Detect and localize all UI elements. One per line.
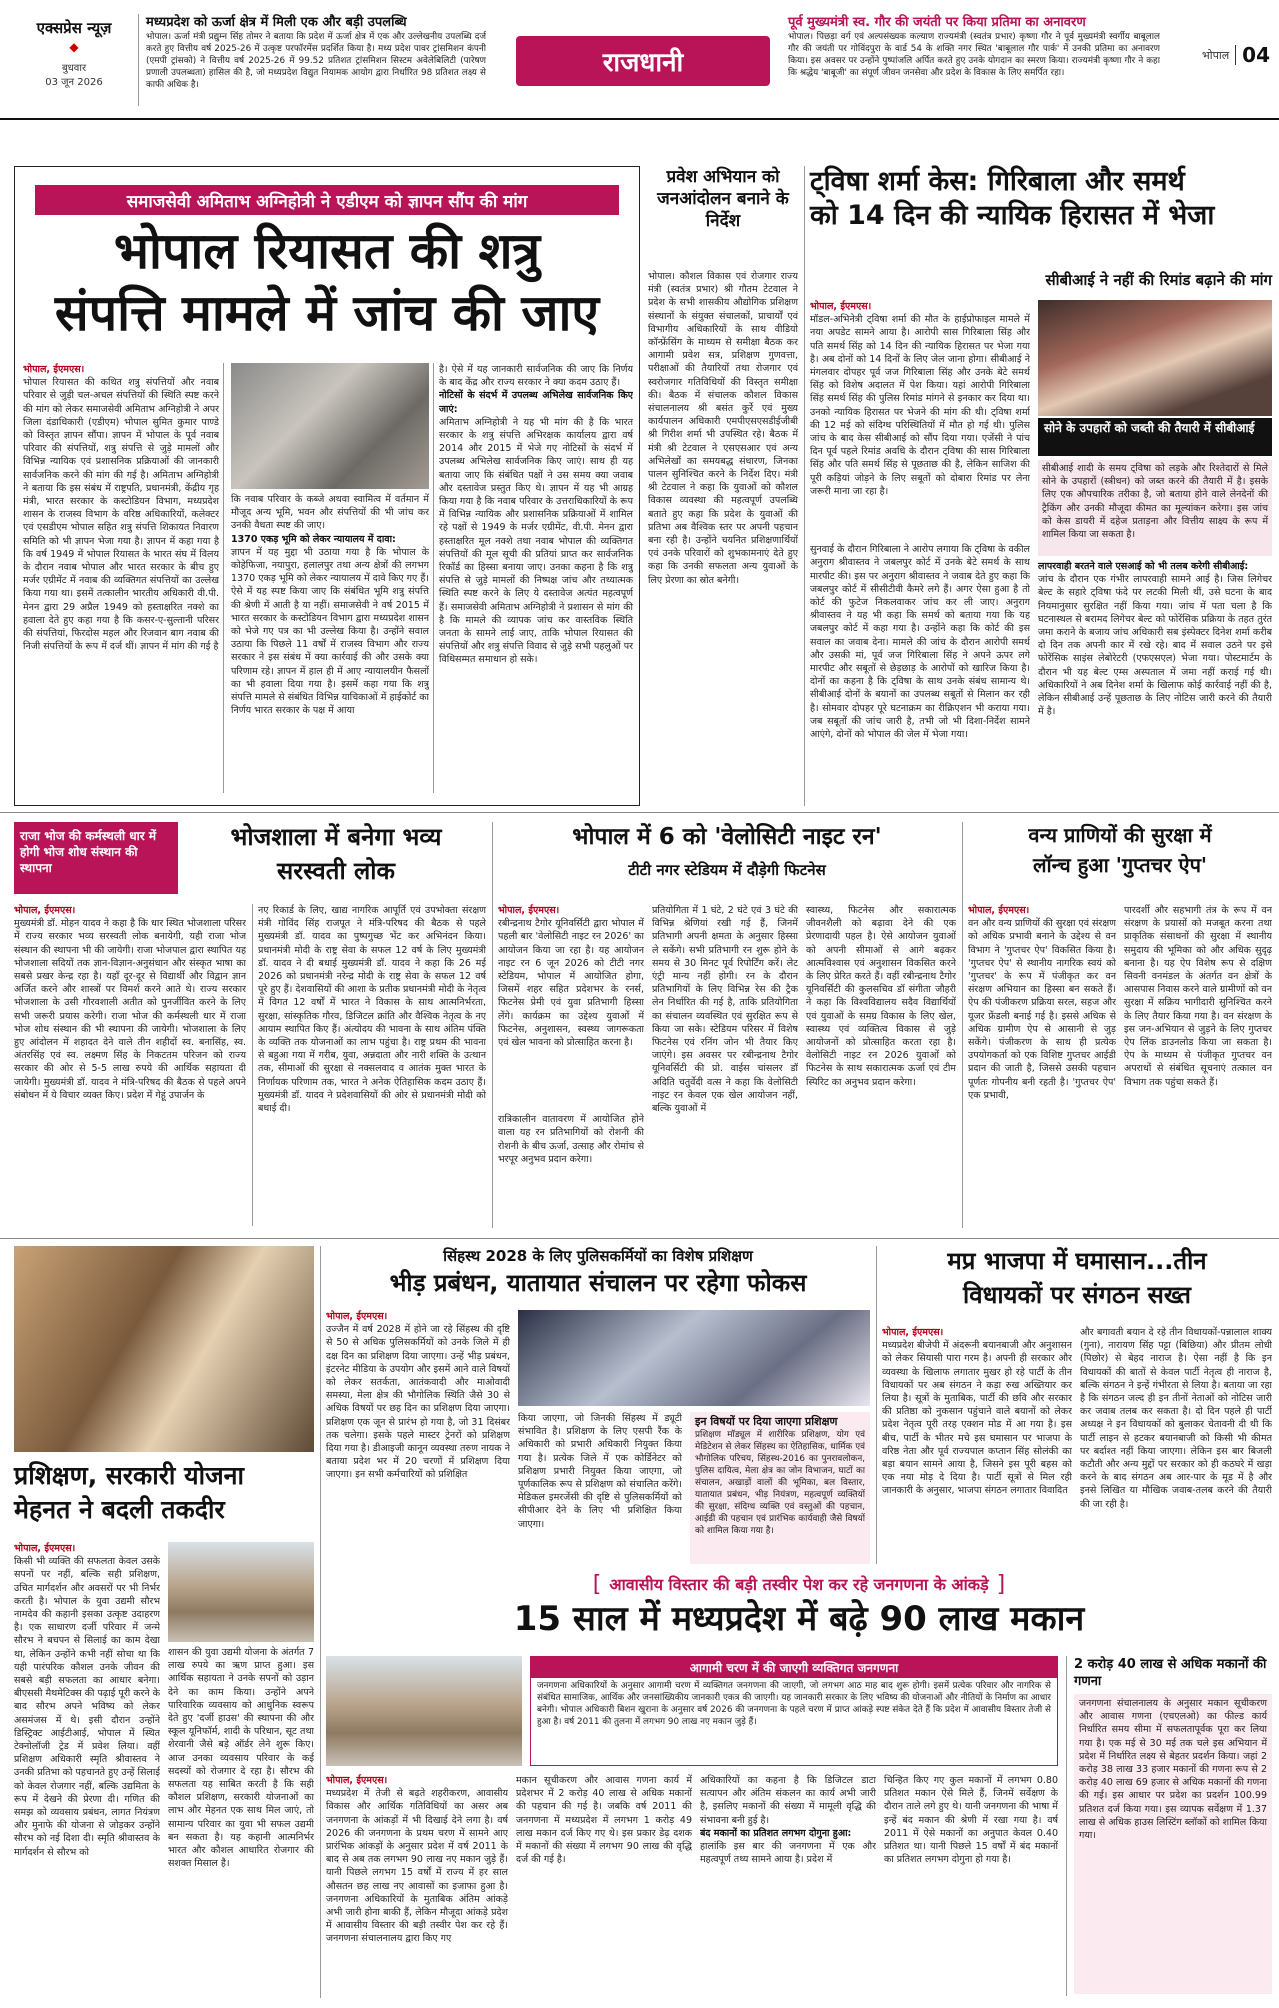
story3-side-sub: लापरवाही बरतने वाले एसआई को भी तलब करेगी सीबीआई: — [1038, 561, 1249, 572]
page-city: भोपाल — [1202, 48, 1230, 62]
bjp-col2: और बगावती बयान दे रहे तीन विधायकों-पन्नालाल शाक्य (गुना), नारायण सिंह पट्टा (बिछिया) और प्रीतम लोधी (पिछोर) से बेहद नाराज है। ऐसा नहीं है कि इन विधायकों की बातों से केवल पार्टी नेतृत्व ही नाराज है, बल्कि संगठन ने इन्हें गंभीरता से लिया है। बताया जा रहा है कि संगठन जल्द ही इन तीनों नेताओं को नोटिस जारी कर जवाब तलब कर सकता है। दो दिन पहले ही पार्टी अध्यक्ष ने इन विधायकों को बुलाकर चेतावनी दी थी कि पार्टी लाइन से हटकर बयानबाजी को किसी भी कीमत पर बर्दाश्त नहीं किया जाएगा। लेकिन इस बार बिजली कटौती और अन्य मुद्दों पर सरकार को ही कठघरे में खड़ा करने के बाद संगठन अब आर-पार के मूड में है और इनसे लिखित या मौखिक जवाब-तलब करने की तैयारी की जा रही है। — [1080, 1327, 1272, 1510]
bhojshala-headline-1: भोजशाला में बनेगा भव्य — [230, 823, 442, 851]
wildlife-col2: पारदर्शी और सहभागी तंत्र के रूप में वन संरक्षण के प्रयासों को मजबूत करना तथा प्राकृतिक संसाधनों की सुरक्षा में स्थानीय समुदाय की भूमिका को और अधिक सुदृढ़ बनाना है। यह ऐप विशेष रूप से दक्षिण सिवनी वनमंडल के अंतर्गत वन क्षेत्रों के आसपास निवास करने वाले ग्रामीणों को वन सुरक्षा में सक्रिय भागीदारी सुनिश्चित करने के लिए तैयार किया गया है। वन संरक्षण के इस जन-अभियान से जुड़ने के लिए गुप्तचर ऐप लिंक डाउनलोड किया जा सकता है। ऐप के माध्यम से पंजीकृत गुप्तचर वन अपराधों से संबंधित सूचनाएं तत्काल वन विभाग तक पहुंचा सकते हैं। — [1124, 905, 1272, 1088]
simhastha-col2: किया जाएगा, जो जिनकी सिंहस्थ में ड्यूटी संभावित है। प्रशिक्षण के लिए एसपी रैंक के अधिकारी को प्रभारी अधिकारी नियुक्त किया गया है। प्रत्येक जिले में एक कोर्डिनेटर को प्रशिक्षण प्रभारी नियुक्त किया जाएगा, जो पूर्णकालिक रूप से प्रशिक्षण को संचालित करेंगे। मेडिकल इमरजेंसी की दृष्टि से पुलिसकर्मियों को सीपीआर देने के लिए भी प्रशिक्षित किया जाएगा। — [518, 1413, 682, 1530]
simhastha-dateline: भोपाल, ईएमएस। — [326, 1311, 388, 1322]
story-census — [326, 1570, 1272, 2000]
census-headline: 15 साल में मध्यप्रदेश में बढ़े 90 लाख मकान — [513, 1599, 1085, 1639]
story-wildlife — [968, 822, 1272, 1234]
bjp-dateline: भोपाल, ईएमएस। — [882, 1327, 944, 1338]
velocity-col1b: रात्रिकालीन वातावरण में आयोजित होने वाला यह रन प्रतिभागियों को रोशनी की रोशनी के बीच ऊर्जा, उत्साह और रोमांच से भरपूर अनुभव प्रदान करेगा। — [498, 1114, 644, 1165]
training-headline-2: मेहनत ने बदली तकदीर — [14, 1495, 225, 1524]
story1-col2-sub: 1370 एकड़ भूमि को लेकर न्यायालय में दावा: — [231, 533, 396, 545]
census-col1: मध्यप्रदेश में तेजी से बढ़ते शहरीकरण, आवासीय विकास और आर्थिक गतिविधियों का असर अब जनगणना के आंकड़ों में भी दिखाई देने लगा है। वर्ष 2026 की जनगणना के प्रथम चरण में सामने आए प्रारंभिक आंकड़ों के अनुसार प्रदेश में वर्ष 2011 के बाद से अब तक लगभग 90 लाख नए मकान जुड़े हैं। यानी पिछले लगभग 15 वर्षों में राज्य में हर साल औसतन छह लाख नए आवासों का इजाफा हुआ है। जनगणना अधिकारियों के मुताबिक अंतिम आंकड़े अभी जारी होना बाकी हैं, लेकिन मौजूदा आंकड़े प्रदेश में आवासीय विस्तार की बड़ी तस्वीर पेश कर रहे हैं। जनगणना संचालनालय द्वारा किए गए — [326, 1788, 508, 1945]
diamond-icon: ◆ — [69, 40, 79, 54]
census-kicker: [ आवासीय विस्तार की बड़ी तस्वीर पेश कर रहे जनगणना के आंकड़े ] — [592, 1571, 1006, 1597]
section-label: राजधानी — [602, 48, 684, 78]
velocity-subhead: टीटी नगर स्टेडियम में दौड़ेगी फिटनेस — [628, 861, 826, 879]
story1-col3-sub: नोटिसों के संदर्भ में उपलब्ध अभिलेख सार्वजनिक किए जाएं: — [439, 390, 633, 415]
top-left-text: भोपाल। ऊर्जा मंत्री प्रद्युम्न सिंह तोमर ने बताया कि प्रदेश में ऊर्जा क्षेत्र में एक और उल्लेखनीय उपलब्धि दर्ज करते हुए वित्तीय वर्ष 2025-26 में उत्कृष्ट परफॉरमेंस प्रदर्शित किया है। मध्य प्रदेश पावर ट्रांसमिशन कंपनी (एमपी ट्रांसको) ने वित्तीय वर्ष 2025-26 में 99.52 प्रतिशत ट्रांसमिशन सिस्टम अवेलेबिलिटी (पारेषण प्रणाली उपलब्धता) हासिल की है, जो मध्यप्रदेश विद्युत नियामक आयोग द्वारा निर्धारित 98 प्रतिशत लक्ष्य से काफी अधिक है। — [146, 32, 486, 90]
story1-col3b: अमिताभ अग्निहोत्री ने यह भी मांग की है कि भारत सरकार के शत्रु संपत्ति अभिरक्षक कार्यालय द्वारा वर्ष 2014 और 2015 में भेजे गए नोटिसों के संदर्भ में उपलब्ध अभिलेख सार्वजनिक किए जाएं। साथ ही यह बताया जाए कि संबंधित पक्षों ने उस समय क्या जवाब और दस्तावेज प्रस्तुत किए थे। ज्ञापन में यह भी आग्रह किया गया है कि नवाब परिवार के उत्तराधिकारियों के रूप में विभिन्न न्यायिक और प्रशासनिक प्रक्रियाओं में शामिल रहे पक्षों से 1949 के मर्जर एग्रीमेंट, वी.पी. मेनन द्वारा हस्ताक्षरित मूल नक्शे तथा नवाब भोपाल की व्यक्तिगत संपत्तियों की मूल सूची की प्रतियां प्राप्त कर सार्वजनिक रिकॉर्ड का हिस्सा बनाया जाए। उनका कहना है कि शत्रु संपत्ति से जुड़े मामलों की निष्पक्ष जांच और तथ्यात्मक स्थिति स्पष्ट करने के लिए ये दस्तावेज अत्यंत महत्वपूर्ण हैं। समाजसेवी अमिताभ अग्निहोत्री ने प्रशासन से मांग की है कि मामले की व्यापक जांच कर वास्तविक स्थिति जनता के सामने लाई जाए, ताकि भोपाल रियासत की संपत्तियों और शत्रु संपत्ति विवाद से जुड़े सभी पहलुओं पर विधिसम्मत समाधान हो सके। — [439, 416, 633, 666]
story1-col1: भोपाल रियासत की कथित शत्रु संपत्तियों और नवाब परिवार से जुड़ी चल-अचल संपत्तियों की स्थिति स्पष्ट करने की मांग को लेकर समाजसेवी अमिताभ अग्निहोत्री ने अपर जिला दंडाधिकारी (एडीएम) भोपाल सुमित कुमार पाण्डे को विस्तृत ज्ञापन सौंपा। ज्ञापन में भोपाल के पूर्व नवाब परिवार की संपत्तियों, शत्रु संपत्ति से जुड़े मामलों और विभिन्न न्यायिक एवं प्रशासनिक प्रक्रियाओं की जानकारी सार्वजनिक करने की मांग की गई है। अमिताभ अग्निहोत्री ने बताया कि इस संबंध में राष्ट्रपति, प्रधानमंत्री, केंद्रीय गृह मंत्री, भारत सरकार के कस्टोडियन विभाग, मध्यप्रदेश शासन के राजस्व विभाग के वरिष्ठ अधिकारियों, कलेक्टर एवं एसडीएम भोपाल सहित शत्रु संपत्ति शिकायत निवारण समिति को भी ज्ञापन भेजा गया है। ज्ञापन में कहा गया है कि वर्ष 1949 में भोपाल रियासत के भारत संघ में विलय के दौरान नवाब भोपाल और भारत सरकार के बीच हुए मर्जर एग्रीमेंट में नवाब की व्यक्तिगत संपत्तियों का उल्लेख किया गया था। इसमें तत्कालीन भारतीय अधिकारी वी.पी. मेनन द्वारा 29 अप्रैल 1949 को हस्ताक्षरित नक्शे का हवाला देते हुए कहा गया है कि कसर-ए-सुल्तानी परिसर की संपत्तियां, फिरदोस महल और रिजवान बाग नवाब की निजी संपत्तियों के रूप में दर्ज थीं। ज्ञापन में मांग की गई है — [23, 377, 219, 653]
story2-text: भोपाल। कौशल विकास एवं रोजगार राज्य मंत्री (स्वतंत्र प्रभार) श्री गौतम टेटवाल ने प्रदेश के सभी शासकीय औद्योगिक प्रशिक्षण संस्थानों के संयुक्त संचालकों, प्राचार्यों एवं विभागीय अधिकारियों के साथ वीडियो कॉन्फ्रेंसिंग के माध्यम से समीक्षा बैठक कर आगामी प्रवेश सत्र, प्रशिक्षण गुणवत्ता, परीक्षाओं की तैयारियों तथा रोजगार एवं स्वरोजगार गतिविधियों की विस्तृत समीक्षा की। बैठक में संचालक कौशल विकास संचालनालय श्री बसंत कुर्रे एवं मुख्य कार्यपालन अधिकारी एमपीएसएसडीईजीबी श्री गिरीश शर्मा भी उपस्थित रहे। बैठक में मंत्री श्री टेटवाल ने एसएसआर एवं अन्य अभिलेखों का समयबद्ध संधारण, जिनका पालन सुनिश्चित करने के निर्देश दिए। मंत्री श्री टेटवाल ने कहा कि युवाओं को कौशल विकास व्यवस्था की महत्वपूर्ण उपलब्धि बताते हुए कहा कि प्रदेश के युवाओं की प्रतिभा अब वैश्विक स्तर पर अपनी पहचान बना रही है। उन्होंने चयनित प्रशिक्षणार्थियों एवं उनके परिवारों को शुभकामनाएं देते हुए कहा कि उनकी सफलता अन्य युवाओं के लिए प्रेरणा का स्रोत बनेगी। — [648, 271, 798, 586]
masthead-date: 03 जून 2026 — [45, 77, 103, 88]
page-info — [1170, 40, 1270, 70]
story1-col3: है। ऐसे में यह जानकारी सार्वजनिक की जाए कि निर्णय के बाद केंद्र और राज्य सरकार ने क्या कदम उठाए हैं। — [439, 364, 633, 389]
velocity-col1: रबीन्द्रनाथ टैगोर यूनिवर्सिटी द्वारा भोपाल में पहली बार 'वेलोसिटी नाइट रन 2026' का आयोजन किया जा रहा है। यह आयोजन नाइट रन 6 जून 2026 को टीटी नगर स्टेडियम, भोपाल में आयोजित होगा, जिसमें शहर सहित प्रदेशभर के रनर्स, फिटनेस प्रेमी एवं युवा प्रतिभागी हिस्सा लेंगे। कार्यक्रम का उद्देश्य युवाओं में फिटनेस, अनुशासन, स्वस्थ्य जागरूकता एवं खेल भावना को प्रोत्साहित करना है। — [498, 918, 644, 1049]
wildlife-headline-1: वन्य प्राणियों की सुरक्षा में — [1028, 823, 1212, 847]
census-photo — [326, 1656, 522, 1766]
story-pravesh-abhiyan — [648, 166, 798, 806]
census-side-title: 2 करोड़ 40 लाख से अधिक मकानों की गणना — [1074, 1657, 1267, 1689]
story3-headline-2: को 14 दिन की न्यायिक हिरासत में भेजा — [810, 200, 1215, 231]
story3-side-text2: जांच के दौरान एक गंभीर लापरवाही सामने आई है। जिस लिगेचर बेल्ट के सहारे ट्विषा फंदे पर लटकी मिली थीं, उसे घटना के बाद नियमानुसार सुरक्षित नहीं किया गया। जांच में पता चला है कि घटनास्थल से बरामद लिगेचर बेल्ट को फोरेंसिक प्रक्रिया के तहत तुरंत जमा कराने के बजाय जांच अधिकारी सब इंस्पेक्टर दिनेश शर्मा करीब दो दिन तक अपनी कार में रखे रहे। बाद में सवाल उठने पर इसे फोरेंसिक साइंस लेबोरेटरी (एफएसएल) भेजा गया। पोस्टमार्टम के दौरान भी यह बेल्ट एम्स अस्पताल में जमा नहीं कराई गई थी। अधिकारियों ने अब दिनेश शर्मा के खिलाफ कोई कार्रवाई नहीं की है, लेकिन सीबीआई उन्हें पूछताछ के लिए नोटिस जारी करने की तैयारी में है। — [1038, 574, 1272, 718]
bjp-headline-2: विधायकों पर संगठन सख्त — [963, 1281, 1191, 1309]
training-headline-1: प्रशिक्षण, सरकारी योजना — [14, 1461, 244, 1490]
story3-headline-1: ट्विषा शर्मा केस: गिरिबाला और समर्थ — [810, 166, 1185, 197]
masthead-rule — [0, 118, 1279, 120]
census-col3b: हालांकि इस बार की जनगणना में एक और महत्वपूर्ण तथ्य सामने आया है। प्रदेश में — [700, 1841, 876, 1866]
section-badge — [516, 36, 770, 86]
story1-photo — [231, 363, 429, 489]
top-right-text: भोपाल। पिछड़ा वर्ग एवं अल्पसंख्यक कल्याण राज्यमंत्री (स्वतंत्र प्रभार) कृष्णा गौर ने पूर्व मुख्यमंत्री स्वर्गीय बाबूलाल गौर की जयंती पर गोविंदपुरा के वार्ड 54 के शक्ति नगर स्थित 'बाबूलाल गौर पार्क' में उनकी प्रतिमा का अनावरण किया। इस अवसर पर उन्होंने पुष्पांजलि अर्पित करते हुए उनके योगदान का स्मरण किया। राज्यमंत्री कृष्णा गौर ने कहा कि श्रद्धेय 'बाबूजी' का संपूर्ण जीवन जनसेवा और प्रदेश के विकास के लिए समर्पित रहा। — [788, 32, 1160, 78]
story1-kicker: समाजसेवी अमिताभ अग्निहोत्री ने एडीएम को ज्ञापन सौंप की मांग — [35, 185, 619, 215]
story-simhastha — [326, 1246, 870, 1564]
story-shatru-sampatti — [14, 166, 640, 806]
story-velocity — [498, 822, 956, 1234]
story2-headline: प्रवेश अभियान को जनआंदोलन बनाने के निर्देश — [657, 167, 789, 231]
masthead-day: बुधवार — [61, 63, 87, 74]
top-left-brief — [146, 14, 486, 108]
rule-2 — [0, 812, 1279, 813]
bhojshala-headline-2: सरस्वती लोक — [277, 857, 395, 885]
simhastha-headline: भीड़ प्रबंधन, यातायात संचालन पर रहेगा फोकस — [389, 1269, 807, 1297]
bjp-headline-1: मप्र भाजपा में घमासान...तीन — [947, 1247, 1207, 1275]
story3-side-caption: सोने के उपहारों को जब्ती की तैयारी में सीबीआई — [1038, 418, 1272, 456]
masthead-logo: एक्सप्रेस न्यूज़ — [36, 19, 112, 37]
simhastha-box-text: प्रशिक्षण मॉड्यूल में शारीरिक प्रशिक्षण, योग एवं मेडिटेशन से लेकर सिंहस्थ का ऐतिहासिक, धार्मिक एवं भौगोलिक परिचय, सिंहस्थ-2016 का पुनरावलोकन, पुलिस दायित्व, मेला क्षेत्र का जोन विभाजन, घाटों का संचालन, अखाड़ों वालों की भूमिका, बल विस्तार, यातायात प्रबंधन, भीड़ नियंत्रण, महत्वपूर्ण व्यक्तियों की सुरक्षा, संदिग्ध व्यक्ति एवं वस्तुओं की पहचान, आईडी की पहचान एवं प्रारंभिक कार्यवाही जैसे विषयों को शामिल किया गया है। — [695, 1430, 865, 1536]
training-photo — [14, 1246, 314, 1452]
story3-side-text1: सीबीआई शादी के समय ट्विषा को लड़के और रिश्तेदारों से मिले सोने के उपहारों (स्त्रीधन) को जब्त करने की तैयारी में है। इसके लिए एक औपचारिक तरीका है, जो बताया होने वाले लेनदेनों की ट्रैकिंग और उनकी मौजूदा कीमत का मूल्यांकन करेगा। इस जांच को केस डायरी में दहेज प्रताड़ना और वित्तीय साक्ष्य के रूप में शामिल किया जा सकता है। — [1038, 460, 1272, 556]
census-box-text: जनगणना अधिकारियों के अनुसार आगामी चरण में व्यक्तिगत जनगणना की जाएगी, जो लगभग आठ माह बाद शुरू होगी। इसमें प्रत्येक परिवार और नागरिक से संबंधित सामाजिक, आर्थिक और जनसांख्यिकीय जानकारी एकत्र की जाएगी। यह जानकारी सरकार के लिए भविष्य की योजनाओं और नीतियों के निर्माण का आधार बनेगी। भोपाल अधिकारी बिशन खुराना के अनुसार वर्ष 2026 की जनगणना के पहले चरण में प्राप्त आंकड़े स्पष्ट संकेत देते हैं कि प्रदेश में आवासीय विस्तार तेजी से हुआ है। वर्ष 2011 की तुलना में लगभग 90 लाख नए मकान जुड़े हैं। — [537, 1681, 1051, 1727]
top-right-title: पूर्व मुख्यमंत्री स्व. गौर की जयंती पर किया प्रतिमा का अनावरण — [788, 15, 1086, 30]
census-col3: अधिकारियों का कहना है कि डिजिटल डाटा सत्यापन और अंतिम संकलन का कार्य अभी जारी है, इसलिए मकानों की संख्या में मामूली वृद्धि की संभावना बनी हुई है। — [700, 1775, 876, 1826]
velocity-col2: प्रतियोगिता में 1 घंटे, 2 घंटे एवं 3 घंटे की विभिन्न श्रेणियां रखी गई हैं, जिनमें प्रतिभागी अपनी क्षमता के अनुसार हिस्सा ले सकेंगे। सभी प्रतिभागी रन शुरू होने के समय से 30 मिनट पूर्व रिपोर्टिंग करें। लेट एंट्री मान्य नहीं होगी। रन के दौरान प्रतिभागियों के लिए विभिन्न रेस की ट्रैक लेन निर्धारित की गई है, ताकि प्रतियोगिता का संचालन व्यवस्थित एवं सुरक्षित रूप से किया जा सके। स्टेडियम परिसर में विशेष फिटनेस एवं रनिंग जोन भी तैयार किए जाएंगे। इस अवसर पर रबीन्द्रनाथ टैगोर यूनिवर्सिटी की प्रो. वाईस चांसलर डॉ अदिति चतुर्वेदी वत्स ने कहा कि वेलोसिटी नाइट रन केवल एक खेल आयोजन नहीं, बल्कि युवाओं में — [652, 905, 798, 1115]
census-kicker-text: आवासीय विस्तार की बड़ी तस्वीर पेश कर रहे जनगणना के आंकड़े — [609, 1575, 989, 1594]
story-bjp — [882, 1246, 1272, 1564]
velocity-headline: भोपाल में 6 को 'वेलोसिटी नाइट रन' — [572, 824, 882, 850]
bhojshala-col2: नए रिकार्ड के लिए, खाद्य नागरिक आपूर्ति एवं उपभोक्ता संरक्षण मंत्री गोविंद सिंह राजपूत ने मंत्रि-परिषद की बैठक से पहले मुख्यमंत्री डॉ. यादव का पुष्पगुच्छ भेंट कर अभिनंदन किया। प्रधानमंत्री मोदी के राष्ट्र सेवा के सफल 12 वर्ष के लिए मुख्यमंत्री डॉ. यादव ने दी बधाई मुख्यमंत्री डॉ. यादव ने कहा कि 26 मई 2026 को प्रधानमंत्री नरेन्द्र मोदी के राष्ट्र सेवा के सफल 12 वर्ष पूरे हुए हैं। देशवासियों की आशा के प्रतीक प्रधानमंत्री मोदी के नेतृत्व में विगत 12 वर्षों में भारत ने विकास के साथ आत्मनिर्भरता, सुरक्षा, सांस्कृतिक गौरव, डिजिटल क्रांति और वैश्विक नेतृत्व के नए आयाम स्थापित किए हैं। अंत्योदय की भावना के साथ अंतिम पंक्ति के व्यक्ति तक योजनाओं का लाभ पहुंचा है। राष्ट्र प्रथम की भावना से बहुआ गया में गरीब, युवा, अन्नदाता और नारी शक्ति के उत्थान तक, सीमाओं की सुरक्षा से नक्सलवाद व आतंक मुक्त भारत के निर्णायक परिणाम तक, भारत ने अनेक ऐतिहासिक कदम उठाए हैं। मुख्यमंत्री डॉ. यादव ने प्रदेशवासियों की ओर से प्रधानमंत्री मोदी को बधाई दी। — [258, 905, 486, 1115]
velocity-dateline: भोपाल, ईएमएस। — [498, 905, 560, 916]
simhastha-box-title: इन विषयों पर दिया जाएगा प्रशिक्षण — [695, 1415, 838, 1428]
top-right-brief — [788, 14, 1160, 108]
training-dateline: भोपाल, ईएमएस। — [14, 1543, 76, 1554]
page-number: 04 — [1242, 43, 1270, 67]
census-dateline: भोपाल, ईएमएस। — [326, 1775, 388, 1786]
story3-subhead: सीबीआई ने नहीं की रिमांड बढ़ाने की मांग — [1045, 271, 1272, 289]
story1-col2: कि नवाब परिवार के कब्जे अथवा स्वामित्व में वर्तमान में मौजूद अन्य भूमि, भवन और संपत्तियों की भी जांच कर उनकी वैधता स्पष्ट की जाए। — [231, 494, 429, 532]
census-side-text: जनगणना संचालनालय के अनुसार मकान सूचीकरण और आवास गणना (एचएलओ) का फील्ड कार्य निर्धारित समय सीमा में सफलतापूर्वक पूरा कर लिया गया है। एक मई से 30 मई तक चले इस अभियान में प्रदेश में निर्धारित लक्ष्य से बेहतर प्रदर्शन किया। जहां 2 करोड़ 38 लाख 33 हजार मकानों की गणना रूप से 2 करोड़ 40 लाख 69 हजार से अधिक मकानों की गणना की गई। इस आधार पर प्रदेश का प्रदर्शन 100.99 प्रतिशत दर्ज किया गया। इस व्यापक सर्वेक्षण में 1.37 लाख से अधिक हाउस लिस्टिंग ब्लॉकों को शामिल किया गया। — [1074, 1694, 1272, 1994]
simhastha-col1: उज्जैन में वर्ष 2028 में होने जा रहे सिंहस्थ की दृष्टि से 50 से अधिक पुलिसकर्मियों को उनके जिले में ही दक्ष दिन का प्रशिक्षण दिया जाएगा। उन्हें भीड़ प्रबंधन, इंटरनेट मीडिया के उपयोग और इसमें आने वाले विषयों को लेकर सतर्कता, आतंकवादी और माओवादी समस्या, मेला क्षेत्र की भौगोलिक स्थिति जैसे 30 से अधिक विषयों पर छह दिन का प्रशिक्षण दिया जाएगा। प्रशिक्षण एक जून से प्रारंभ हो गया है, जो 31 दिसंबर तक चलेगा। इसके पहले मास्टर ट्रेनरों को प्रशिक्षण दिया गया है। डीआइजी कानून व्यवस्था तरुण नायक ने बताया प्रदेश भर में 20 चरणों में प्रशिक्षण दिया जाएगा। इन सभी कर्मचारियों को प्रशिक्षित — [326, 1324, 510, 1481]
bhojshala-dateline: भोपाल, ईएमएस। — [14, 905, 76, 916]
census-col4: चिन्हित किए गए कुल मकानों में लगभग 0.80 प्रतिशत मकान ऐसे मिले हैं, जिनमें सर्वेक्षण के दौरान ताले लगे हुए थे। यानी जनगणना की भाषा में इन्हें बंद मकान की श्रेणी में रखा गया है। वर्ष 2011 में ऐसे मकानों का अनुपात केवल 0.40 प्रतिशत था। यानी पिछले 15 वर्षों में बंद मकानों का प्रतिशत लगभग दोगुना हो गया है। — [884, 1775, 1058, 1866]
wildlife-headline-2: लॉन्च हुआ 'गुप्तचर ऐप' — [1032, 853, 1208, 877]
story3-dateline: भोपाल, ईएमएस। — [810, 301, 872, 312]
training-col2: शासन की युवा उद्यमी योजना के अंतर्गत 7 लाख रुपये का ऋण प्राप्त हुआ। इस आर्थिक सहायता ने उनके सपनों को उड़ान देने का काम किया। उन्होंने अपने पारिवारिक व्यवसाय को आधुनिक स्वरूप देते हुए 'दर्जी हाउस' की स्थापना की और स्कूल यूनिफॉर्म, शादी के परिधान, सूट तथा शेरवानी जैसे बड़े ऑर्डर लेने शुरू किए। आज उनका व्यवसाय परिवार के कई सदस्यों को रोजगार दे रहा है। सौरभ की सफलता यह साबित करती है कि सही कौशल प्रशिक्षण, सरकारी योजनाओं का लाभ और मेहनत एक साथ मिल जाएं, तो सामान्य परिवार का युवा भी सफल उद्यमी बन सकता है। यह कहानी आत्मनिर्भर भारत और कौशल आधारित रोजगार की सशक्त मिसाल है। — [168, 1647, 314, 1870]
bjp-col1: मध्यप्रदेश बीजेपी में अंदरूनी बयानबाजी और अनुशासन को लेकर सियासी पारा गरम है। अपनी ही सरकार और व्यवस्था के खिलाफ लगातार मुखर हो रहे पार्टी के तीन विधायकों पर अब संगठन ने कड़ा रुख अख्तियार कर लिया है। सूत्रों के मुताबिक, पार्टी की छवि और सरकार की प्रतिष्ठा को नुकसान पहुंचाने वाले बयानों को लेकर प्रदेश नेतृत्व पूरी तरह एक्शन मोड में आ गया है। इस बीच, पार्टी के भीतर मचे इस घमासान पर भाजपा के वरिष्ठ नेता और पूर्व राज्यपाल कप्तान सिंह सोलंकी का बड़ा बयान सामने आया है, जिसने इस पूरी बहस को एक नया मोड़ दे दिया है। पार्टी सूत्रों से मिल रही जानकारी के अनुसार, भाजपा संगठन लगातार विवादित — [882, 1340, 1072, 1497]
velocity-col3: स्वास्थ्य, फिटनेस और सकारात्मक जीवनशैली को बढ़ावा देने की एक प्रेरणादायी पहल है। ऐसे आयोजन युवाओं को अपनी सीमाओं से आगे बढ़कर आत्मविश्वास एवं अनुशासन विकसित करने के लिए प्रेरित करते हैं। वहीं रबीन्द्रनाथ टैगोर यूनिवर्सिटी की कुलसचिव डॉ संगीता जौहरी ने कहा कि विश्वविद्यालय सदैव विद्यार्थियों एवं युवाओं के समग्र विकास के लिए खेल, स्वास्थ्य एवं व्यक्तित्व विकास से जुड़े आयोजनों को प्रोत्साहित करता रहा है। वेलोसिटी नाइट रन 2026 युवाओं को फिटनेस के साथ सकारात्मक ऊर्जा एवं टीम स्पिरिट का अनुभव प्रदान करेगा। — [806, 905, 956, 1088]
masthead — [0, 0, 1279, 118]
top-left-title: मध्यप्रदेश को ऊर्जा क्षेत्र में मिली एक और बड़ी उपलब्धि — [146, 15, 407, 30]
story3-photo — [1038, 300, 1272, 416]
story1-headline-2: संपत्ति मामले में जांच की जाए — [54, 284, 600, 342]
story3-cont: सुनवाई के दौरान गिरिबाला ने आरोप लगाया कि ट्विषा के वकील अनुराग श्रीवास्तव ने जबलपुर कोर्ट में उनके बेटे समर्थ के साथ मारपीट की। इस पर अनुराग श्रीवास्तव ने जवाब देते हुए कहा कि जबलपुर कोर्ट में सीसीटीवी कैमरे लगे हैं। अगर ऐसा हुआ है तो कोर्ट की फुटेज निकलवाकर जांच कर ली जाए। अनुराग श्रीवास्तव ने यह भी कहा कि समर्थ को बताया गया कि यह जबलपुर कोर्ट में कहा गया है। उन्होंने कहा कि कोर्ट की इस सवाल का जवाब देना। मामले की जांच के दौरान आरोपी समर्थ और उसकी मां, पूर्व जज गिरिबाला सिंह ने अपने ऊपर लगे मारपीट और सबूतों से छेड़छाड़ के आरोपों को खारिज किया है। दोनों का कहना है कि ट्विषा के साथ उनके संबंध सामान्य थे। सीबीआई दोनों के बयानों का उपलब्ध सबूतों से मिलान कर रही है। सोमवार दोपहर पूरे घटनाक्रम का रीक्रिएशन भी कराया गया। जब सबूतों की जांच जारी है, तभी जो भी दिशा-निर्देश सामने आएंगे, दोनों को भोपाल की जेल में भेजा गया। — [810, 544, 1030, 741]
census-col3-sub: बंद मकानों का प्रतिशत लगभग दोगुना हुआ: — [700, 1827, 852, 1839]
story-bhojshala — [14, 822, 486, 1234]
story-training — [14, 1246, 314, 1998]
story1-dateline: भोपाल, ईएमएस। — [23, 364, 85, 375]
rule-3 — [0, 1238, 1279, 1239]
training-col1: किसी भी व्यक्ति की सफलता केवल उसके सपनों पर नहीं, बल्कि सही प्रशिक्षण, उचित मार्गदर्शन और अवसरों पर भी निर्भर करती है। भोपाल के युवा उद्यमी सौरभ नामदेव की कहानी इसका उत्कृष्ट उदाहरण है। एक साधारण दर्जी परिवार में जन्मे सौरभ ने बचपन से सिलाई का काम देखा था, लेकिन उन्होंने कभी नहीं सोचा था कि यही पारंपरिक कौशल उनके जीवन की सबसे बड़ी सफलता का आधार बनेगा। बीएससी मैथमेटिक्स की पढ़ाई पूरी करने के बाद सौरभ अपने भविष्य को लेकर असमंजस में थे। इसी दौरान उन्होंने डिस्ट्रिक्ट आईटीआई, भोपाल में स्थित टेक्नोलॉजी ट्रेड में प्रवेश लिया। वहीं प्रशिक्षण अधिकारी स्मृति श्रीवास्तव ने उनकी प्रतिभा को पहचानते हुए उन्हें सिलाई को केवल रोजगार नहीं, बल्कि उद्यमिता के रूप में देखने की प्रेरणा दी। गणित की समझ को व्यवसाय प्रबंधन, लागत नियंत्रण और मुनाफे की योजना से जोड़कर उन्होंने सौरभ को नई दिशा दी। स्मृति श्रीवास्तव के मार्गदर्शन से सौरभ को — [14, 1556, 160, 1858]
bhojshala-label: राजा भोज की कर्मस्थली धार में होगी भोज शोध संस्थान की स्थापना — [14, 822, 178, 894]
simhastha-photo — [518, 1310, 870, 1406]
census-box — [530, 1656, 1058, 1766]
wildlife-dateline: भोपाल, ईएमएस। — [968, 905, 1030, 916]
bhojshala-col1: मुख्यमंत्री डॉ. मोहन यादव ने कहा है कि धार स्थित भोजशाला परिसर में राज्य सरकार भव्य सरस्वती लोक बनायेगी, यही राजा भोज संस्थान की स्थापना भी की जायेगी। राजा भोजपाल द्वारा स्थापित यह भोजशाला सदियों तक ज्ञान-विज्ञान-अनुसंधान और संस्कृत भाषा का सबसे प्रखर केन्द्र रहा है। यहाँ दूर-दूर से विद्यार्थी और विद्वान ज्ञान अर्जित करने और शास्त्रों पर विमर्श करने आते थे। राज्य सरकार भोजशाला के उसी गौरवशाली अतीत को पुनर्जीवित करने के लिए सभी जरूरी प्रयास करेगी। राजा भोज की कर्मस्थली धार में राजा भोज शोध संस्थान की भी स्थापना की जायेगी। भोजशाला के लिए हुए आंदोलन में शहादत देने वाले तीन शहीदों स्व. बनासिंह, स्व. अंतरसिंह एवं स्व. लक्ष्मण सिंह के निकटतम परिजन को राज्य सरकार की ओर से 5-5 लाख रुपये की आर्थिक सहायता दी जायेगी। मुख्यमंत्री डॉ. यादव ने मंत्रि-परिषद की बैठक से पहले अपने संबोधन में ये विचार व्यक्त किए। प्रदेश में गेहूं उपार्जन के — [14, 918, 246, 1101]
census-box-title: आगामी चरण में की जाएगी व्यक्तिगत जनगणना — [531, 1657, 1057, 1678]
story1-headline-1: भोपाल रियासत की शत्रु — [113, 222, 541, 280]
story-twisha — [810, 166, 1272, 806]
story1-col2b: ज्ञापन में यह मुद्दा भी उठाया गया है कि भोपाल के कोहेफिजा, नयापुरा, हलालपुर तथा अन्य क्षेत्रों की लगभग 1370 एकड़ भूमि को लेकर न्यायालय में दावे किए गए हैं। ऐसे में यह स्पष्ट किया जाए कि संबंधित भूमि शत्रु संपत्ति की श्रेणी में आती है या नहीं। समाजसेवी ने वर्ष 2015 में भारत सरकार के कस्टोडियन विभाग द्वारा मध्यप्रदेश शासन को भेजे गए पत्र का भी उल्लेख किया है। उन्होंने सवाल उठाया कि पिछले 11 वर्षों में राजस्व विभाग और राज्य सरकार ने इस संबंध में क्या कार्रवाई की और उसके क्या परिणाम रहे। ज्ञापन में हाल ही में आए न्यायालयीन फैसलों का भी हवाला दिया गया है। इसमें कहा गया कि शत्रु संपत्ति मामले से संबंधित विभिन्न याचिकाओं में हाईकोर्ट का निर्णय भारत सरकार के पक्ष में आया — [231, 546, 429, 717]
logo-block — [18, 18, 130, 106]
simhastha-box — [690, 1412, 870, 1564]
story3-col1: मॉडल-अभिनेत्री ट्विषा शर्मा की मौत के हाईप्रोफाइल मामले में नया अपडेट सामने आया है। आरोपी सास गिरिबाला सिंह और पति समर्थ सिंह को 14 दिन की न्यायिक हिरासत पर भेजा गया है। अब दोनों को 14 दिनों के लिए जेल जाना होगा। सीबीआई ने मंगलवार दोपहर पूर्व जज गिरिबाला सिंह और उनके बेटे समर्थ सिंह को विशेष अदालत में पेश किया। यहां आरोपी गिरिबाला सिंह समर्थ सिंह की पुलिस रिमांड मांगने से इनकार कर दिया था। उनको न्यायिक हिरासत पर भेजने की मांग की थी। ट्विषा शर्मा की 12 मई को संदिग्ध परिस्थितियों में मौत हो गई थी। पुलिस जांच के बाद केस सीबीआई को सौंप दिया गया। एजेंसी ने पांच दिन पूर्व पहले रिमांड अवधि के दौरान ट्विषा की सास गिरिबाला सिंह और पति समर्थ सिंह से पूछताछ की है, लेकिन साजिश की पूरी कड़ियां जोड़ने के लिए सबूतों को दोबारा रिमांड पर लेना जरूरी माना जा रहा है। — [810, 314, 1030, 497]
census-col2: मकान सूचीकरण और आवास गणना कार्य में प्रदेशभर में 2 करोड़ 40 लाख से अधिक मकानों की पहचान की गई है। जबकि वर्ष 2011 की जनगणना में मध्यप्रदेश में लगभग 1 करोड़ 49 लाख मकान दर्ज किए गए थे। इस प्रकार डेढ़ दशक में मकानों की संख्या में लगभग 90 लाख की वृद्धि दर्ज की गई है। — [516, 1775, 692, 1866]
simhastha-kicker: सिंहस्थ 2028 के लिए पुलिसकर्मियों का विशेष प्रशिक्षण — [443, 1247, 753, 1265]
wildlife-col1: वन और वन्य प्राणियों की सुरक्षा एवं संरक्षण को अधिक प्रभावी बनाने के उद्देश्य से वन विभाग ने 'गुप्तचर ऐप' विकसित किया है। 'गुप्तचर ऐप' से स्थानीय नागरिक स्वयं को 'गुप्तचर' के रूप में पंजीकृत कर वन संरक्षण अभियान का हिस्सा बन सकते हैं। ऐप की पंजीकरण प्रक्रिया सरल, सहज और यूजर फ्रेंडली बनाई गई है। इससे अधिक से अधिक ग्रामीण ऐप से आसानी से जुड़ सकेंगे। पंजीकरण के साथ ही प्रत्येक उपयोगकर्ता को एक विशिष्ट गुप्तचर आईडी प्रदान की जाती है, जिससे उसकी पहचान पूर्णतः गोपनीय बनी रहती है। 'गुप्तचर ऐप' एक प्रभावी, — [968, 918, 1116, 1101]
training-photo-2 — [168, 1542, 314, 1642]
